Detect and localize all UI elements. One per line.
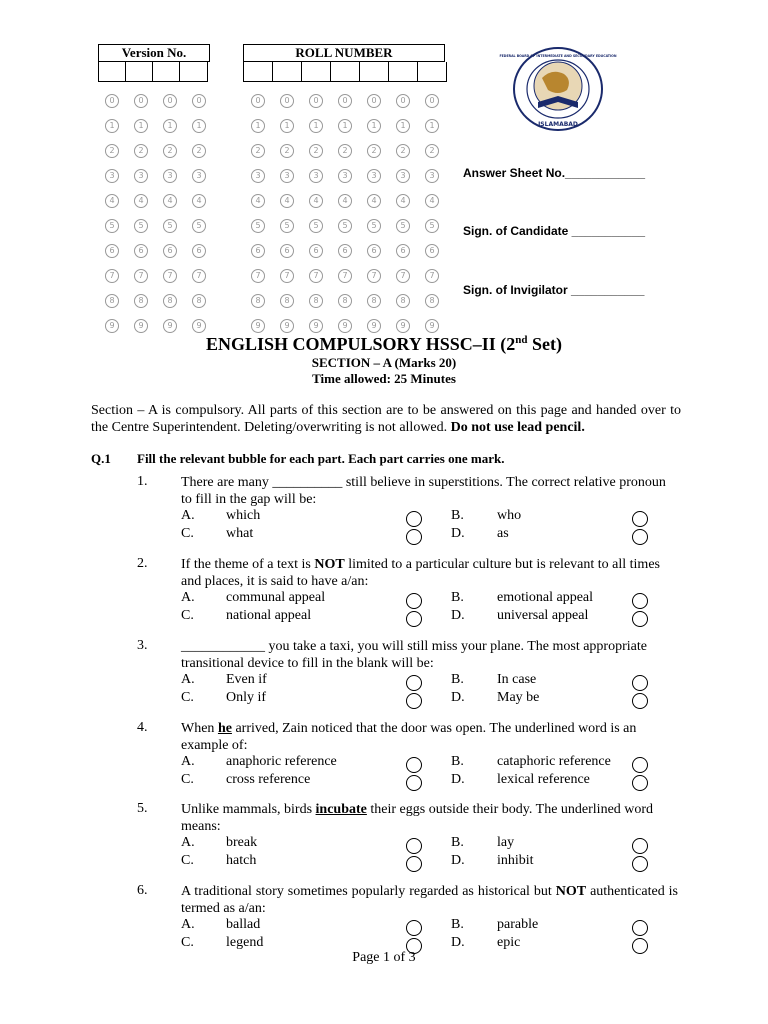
digit-bubble[interactable]: 8 — [105, 294, 119, 308]
digit-bubble[interactable]: 7 — [338, 269, 352, 283]
answer-bubble[interactable] — [406, 856, 422, 872]
digit-bubble[interactable]: 0 — [425, 94, 439, 108]
sign-candidate[interactable]: Sign. of Candidate ___________ — [463, 224, 646, 238]
option-letter: B. — [451, 508, 464, 523]
digit-bubble[interactable]: 1 — [367, 119, 381, 133]
emphasized-word: NOT — [314, 557, 345, 572]
option-text: In case — [497, 672, 537, 687]
digit-bubble[interactable]: 3 — [396, 169, 410, 183]
digit-bubble[interactable]: 0 — [309, 94, 323, 108]
digit-bubble[interactable]: 5 — [105, 219, 119, 233]
digit-bubble[interactable]: 6 — [134, 244, 148, 258]
digit-bubble[interactable]: 4 — [338, 194, 352, 208]
option-text: lexical reference — [497, 772, 590, 787]
emphasized-word: he — [217, 721, 232, 736]
option-text: break — [226, 835, 258, 850]
option-text: lay — [497, 835, 515, 850]
bubble-column — [134, 94, 148, 344]
bubble-column — [367, 94, 381, 344]
digit-bubble[interactable]: 7 — [163, 269, 177, 283]
answer-bubble[interactable] — [632, 693, 648, 709]
answer-bubble[interactable] — [406, 757, 422, 773]
option-text: Only if — [226, 690, 267, 705]
digit-bubble[interactable]: 9 — [367, 319, 381, 333]
digit-bubble[interactable]: 5 — [251, 219, 265, 233]
option-letter: A. — [181, 672, 195, 687]
digit-bubble[interactable]: 9 — [425, 319, 439, 333]
bubble-column — [309, 94, 323, 344]
digit-bubble[interactable]: 3 — [163, 169, 177, 183]
digit-bubble[interactable]: 9 — [338, 319, 352, 333]
digit-bubble[interactable]: 3 — [134, 169, 148, 183]
bubble-column — [192, 94, 206, 344]
option-text: epic — [497, 935, 521, 950]
digit-bubble[interactable]: 8 — [309, 294, 323, 308]
option-text: who — [497, 508, 522, 523]
digit-bubble[interactable]: 0 — [280, 94, 294, 108]
digit-bubble[interactable]: 4 — [163, 194, 177, 208]
answer-bubble[interactable] — [632, 856, 648, 872]
option-text: ballad — [226, 917, 261, 932]
digit-bubble[interactable]: 7 — [192, 269, 206, 283]
option-text: universal appeal — [497, 608, 589, 623]
digit-bubble[interactable]: 5 — [192, 219, 206, 233]
digit-bubble[interactable]: 2 — [367, 144, 381, 158]
question-text: A traditional story sometimes popularly regarded as historical but NOT authenticated is termed as a/an: — [181, 884, 678, 916]
question-text: There are many __________ still believe in superstitions. The correct relative pronoun to fill in the gap will be: — [181, 475, 666, 507]
digit-bubble[interactable]: 1 — [280, 119, 294, 133]
option-letter: A. — [181, 917, 195, 932]
q1-number: Q.1 — [91, 451, 111, 466]
digit-bubble[interactable]: 7 — [280, 269, 294, 283]
version-label: Version No. — [98, 44, 210, 62]
digit-bubble[interactable]: 1 — [163, 119, 177, 133]
digit-bubble[interactable]: 7 — [367, 269, 381, 283]
digit-bubble[interactable]: 6 — [163, 244, 177, 258]
digit-bubble[interactable]: 0 — [192, 94, 206, 108]
option-text: communal appeal — [226, 590, 326, 605]
bubble-column — [338, 94, 352, 344]
digit-bubble[interactable]: 8 — [251, 294, 265, 308]
roll-number-boxes[interactable] — [243, 62, 447, 82]
answer-bubble[interactable] — [632, 675, 648, 691]
option-letter: C. — [181, 853, 194, 868]
digit-bubble[interactable]: 8 — [425, 294, 439, 308]
option-letter: C. — [181, 608, 194, 623]
question-text: ____________ you take a taxi, you will still miss your plane. The most appropriate transitional device to fill in the blank will be: — [181, 639, 647, 671]
option-letter: B. — [451, 672, 464, 687]
option-letter: D. — [451, 608, 465, 623]
digit-bubble[interactable]: 7 — [134, 269, 148, 283]
question-text: If the theme of a text is NOT limited to a particular culture but is relevant to all times and places, it is said to have a/an: — [181, 557, 660, 589]
digit-bubble[interactable]: 8 — [163, 294, 177, 308]
option-text: cataphoric reference — [497, 754, 611, 769]
option-letter: D. — [451, 853, 465, 868]
option-text: cross reference — [226, 772, 311, 787]
question-number: 5. — [137, 801, 148, 816]
page-title: ENGLISH COMPULSORY HSSC–II (2nd Set) — [205, 334, 562, 354]
option-text: emotional appeal — [497, 590, 594, 605]
instructions: Section – A is compulsory. All parts of this section are to be answered on this page and handed over to the Centre Superintendent. Deleting/overwriting is not allowed. Do not use lead pencil. — [91, 403, 681, 435]
digit-bubble[interactable]: 6 — [192, 244, 206, 258]
digit-bubble[interactable]: 0 — [396, 94, 410, 108]
digit-bubble[interactable]: 8 — [338, 294, 352, 308]
digit-bubble[interactable]: 4 — [367, 194, 381, 208]
digit-bubble[interactable]: 7 — [105, 269, 119, 283]
bubble-column — [425, 94, 439, 344]
question-number: 2. — [137, 556, 148, 571]
digit-bubble[interactable]: 2 — [425, 144, 439, 158]
answer-bubble[interactable] — [406, 775, 422, 791]
answer-bubble[interactable] — [632, 511, 648, 527]
option-letter: C. — [181, 772, 194, 787]
digit-bubble[interactable]: 3 — [105, 169, 119, 183]
option-text: parable — [497, 917, 539, 932]
question-number: 3. — [137, 638, 148, 653]
option-letter: A. — [181, 835, 195, 850]
digit-bubble[interactable]: 2 — [309, 144, 323, 158]
digit-bubble[interactable]: 5 — [309, 219, 323, 233]
digit-bubble[interactable]: 2 — [396, 144, 410, 158]
digit-bubble[interactable]: 5 — [280, 219, 294, 233]
option-letter: B. — [451, 590, 464, 605]
digit-bubble[interactable]: 1 — [338, 119, 352, 133]
digit-bubble[interactable]: 0 — [163, 94, 177, 108]
digit-bubble[interactable]: 3 — [251, 169, 265, 183]
section-title: SECTION – A (Marks 20) — [311, 355, 457, 370]
digit-bubble[interactable]: 8 — [396, 294, 410, 308]
answer-bubble[interactable] — [406, 838, 422, 854]
digit-bubble[interactable]: 0 — [367, 94, 381, 108]
digit-bubble[interactable]: 0 — [251, 94, 265, 108]
option-letter: C. — [181, 526, 194, 541]
digit-bubble[interactable]: 4 — [309, 194, 323, 208]
answer-bubble[interactable] — [632, 838, 648, 854]
digit-bubble[interactable]: 6 — [367, 244, 381, 258]
digit-bubble[interactable]: 2 — [163, 144, 177, 158]
option-letter: A. — [181, 754, 195, 769]
bubble-column — [105, 94, 119, 344]
question-number: 6. — [137, 883, 148, 898]
digit-bubble[interactable]: 4 — [134, 194, 148, 208]
logo-text-bottom: ISLAMABAD — [538, 121, 578, 128]
answer-bubble[interactable] — [406, 611, 422, 627]
digit-bubble[interactable]: 3 — [192, 169, 206, 183]
digit-bubble[interactable]: 5 — [367, 219, 381, 233]
digit-bubble[interactable]: 7 — [396, 269, 410, 283]
option-letter: C. — [181, 935, 194, 950]
answer-bubble[interactable] — [406, 593, 422, 609]
option-letter: A. — [181, 590, 195, 605]
time-allowed: Time allowed: 25 Minutes — [312, 371, 456, 386]
option-text: May be — [497, 690, 540, 705]
answer-bubble[interactable] — [632, 593, 648, 609]
question-text: Unlike mammals, birds incubate their eggs outside their body. The underlined word means: — [181, 802, 654, 834]
digit-bubble[interactable]: 4 — [396, 194, 410, 208]
option-letter: D. — [451, 935, 465, 950]
digit-bubble[interactable]: 3 — [425, 169, 439, 183]
digit-bubble[interactable]: 6 — [338, 244, 352, 258]
digit-bubble[interactable]: 2 — [105, 144, 119, 158]
digit-bubble[interactable]: 4 — [425, 194, 439, 208]
digit-bubble[interactable]: 3 — [338, 169, 352, 183]
digit-bubble[interactable]: 7 — [251, 269, 265, 283]
version-boxes[interactable] — [98, 62, 208, 82]
bubble-column — [396, 94, 410, 344]
answer-bubble[interactable] — [406, 693, 422, 709]
digit-bubble[interactable]: 8 — [134, 294, 148, 308]
option-letter: B. — [451, 917, 464, 932]
digit-bubble[interactable]: 1 — [251, 119, 265, 133]
digit-bubble[interactable]: 5 — [134, 219, 148, 233]
bubble-column — [163, 94, 177, 344]
digit-bubble[interactable]: 8 — [367, 294, 381, 308]
emphasized-word: incubate — [315, 802, 367, 817]
digit-bubble[interactable]: 1 — [192, 119, 206, 133]
digit-bubble[interactable]: 9 — [251, 319, 265, 333]
board-logo — [499, 46, 617, 132]
logo-text-top: FEDERAL BOARD OF INTERMEDIATE AND SECONDARY EDUCATION — [499, 54, 617, 58]
digit-bubble[interactable]: 3 — [280, 169, 294, 183]
answer-bubble[interactable] — [406, 675, 422, 691]
digit-bubble[interactable]: 4 — [105, 194, 119, 208]
digit-bubble[interactable]: 1 — [425, 119, 439, 133]
digit-bubble[interactable]: 9 — [105, 319, 119, 333]
digit-bubble[interactable]: 4 — [251, 194, 265, 208]
option-letter: A. — [181, 508, 195, 523]
digit-bubble[interactable]: 9 — [163, 319, 177, 333]
bubble-column — [280, 94, 294, 344]
question-text: When he arrived, Zain noticed that the door was open. The underlined word is an example of: — [181, 721, 637, 753]
page-number: Page 1 of 3 — [352, 950, 416, 965]
digit-bubble[interactable]: 1 — [134, 119, 148, 133]
option-text: legend — [226, 935, 264, 950]
answer-bubble[interactable] — [632, 529, 648, 545]
answer-bubble[interactable] — [406, 529, 422, 545]
digit-bubble[interactable]: 9 — [396, 319, 410, 333]
digit-bubble[interactable]: 9 — [134, 319, 148, 333]
digit-bubble[interactable]: 4 — [192, 194, 206, 208]
answer-bubble[interactable] — [632, 611, 648, 627]
question-number: 4. — [137, 720, 148, 735]
answer-sheet-no[interactable]: Answer Sheet No.____________ — [463, 166, 646, 180]
option-letter: B. — [451, 835, 464, 850]
option-letter: D. — [451, 526, 465, 541]
question-number: 1. — [137, 474, 148, 489]
answer-bubble[interactable] — [632, 920, 648, 936]
digit-bubble[interactable]: 6 — [251, 244, 265, 258]
option-text: hatch — [226, 853, 257, 868]
digit-bubble[interactable]: 2 — [192, 144, 206, 158]
option-text: national appeal — [226, 608, 312, 623]
digit-bubble[interactable]: 5 — [396, 219, 410, 233]
option-letter: D. — [451, 772, 465, 787]
digit-bubble[interactable]: 6 — [425, 244, 439, 258]
digit-bubble[interactable]: 9 — [309, 319, 323, 333]
option-text: inhibit — [497, 853, 534, 868]
digit-bubble[interactable]: 2 — [280, 144, 294, 158]
digit-bubble[interactable]: 6 — [309, 244, 323, 258]
answer-bubble[interactable] — [406, 511, 422, 527]
sign-invigilator[interactable]: Sign. of Invigilator ___________ — [463, 283, 645, 297]
option-letter: D. — [451, 690, 465, 705]
option-text: as — [497, 526, 509, 541]
digit-bubble[interactable]: 5 — [425, 219, 439, 233]
digit-bubble[interactable]: 6 — [280, 244, 294, 258]
option-text: Even if — [226, 672, 267, 687]
digit-bubble[interactable]: 9 — [280, 319, 294, 333]
option-letter: B. — [451, 754, 464, 769]
bubble-column — [251, 94, 265, 344]
digit-bubble[interactable]: 7 — [425, 269, 439, 283]
digit-bubble[interactable]: 1 — [105, 119, 119, 133]
digit-bubble[interactable]: 0 — [105, 94, 119, 108]
digit-bubble[interactable]: 8 — [280, 294, 294, 308]
option-text: which — [226, 508, 261, 523]
digit-bubble[interactable]: 3 — [309, 169, 323, 183]
digit-bubble[interactable]: 0 — [338, 94, 352, 108]
answer-bubble[interactable] — [632, 775, 648, 791]
digit-bubble[interactable]: 3 — [367, 169, 381, 183]
digit-bubble[interactable]: 9 — [192, 319, 206, 333]
digit-bubble[interactable]: 5 — [338, 219, 352, 233]
digit-bubble[interactable]: 4 — [280, 194, 294, 208]
digit-bubble[interactable]: 8 — [192, 294, 206, 308]
digit-bubble[interactable]: 6 — [105, 244, 119, 258]
roll-number-label: ROLL NUMBER — [243, 44, 445, 62]
emphasized-word: NOT — [555, 884, 587, 899]
digit-bubble[interactable]: 2 — [134, 144, 148, 158]
digit-bubble[interactable]: 1 — [396, 119, 410, 133]
option-text: what — [226, 526, 254, 541]
digit-bubble[interactable]: 0 — [134, 94, 148, 108]
answer-bubble[interactable] — [632, 757, 648, 773]
digit-bubble[interactable]: 2 — [251, 144, 265, 158]
q1-instruction: Fill the relevant bubble for each part. Each part carries one mark. — [137, 451, 505, 466]
option-text: anaphoric reference — [226, 754, 337, 769]
digit-bubble[interactable]: 6 — [396, 244, 410, 258]
digit-bubble[interactable]: 2 — [338, 144, 352, 158]
digit-bubble[interactable]: 1 — [309, 119, 323, 133]
answer-bubble[interactable] — [406, 920, 422, 936]
option-letter: C. — [181, 690, 194, 705]
digit-bubble[interactable]: 5 — [163, 219, 177, 233]
digit-bubble[interactable]: 7 — [309, 269, 323, 283]
